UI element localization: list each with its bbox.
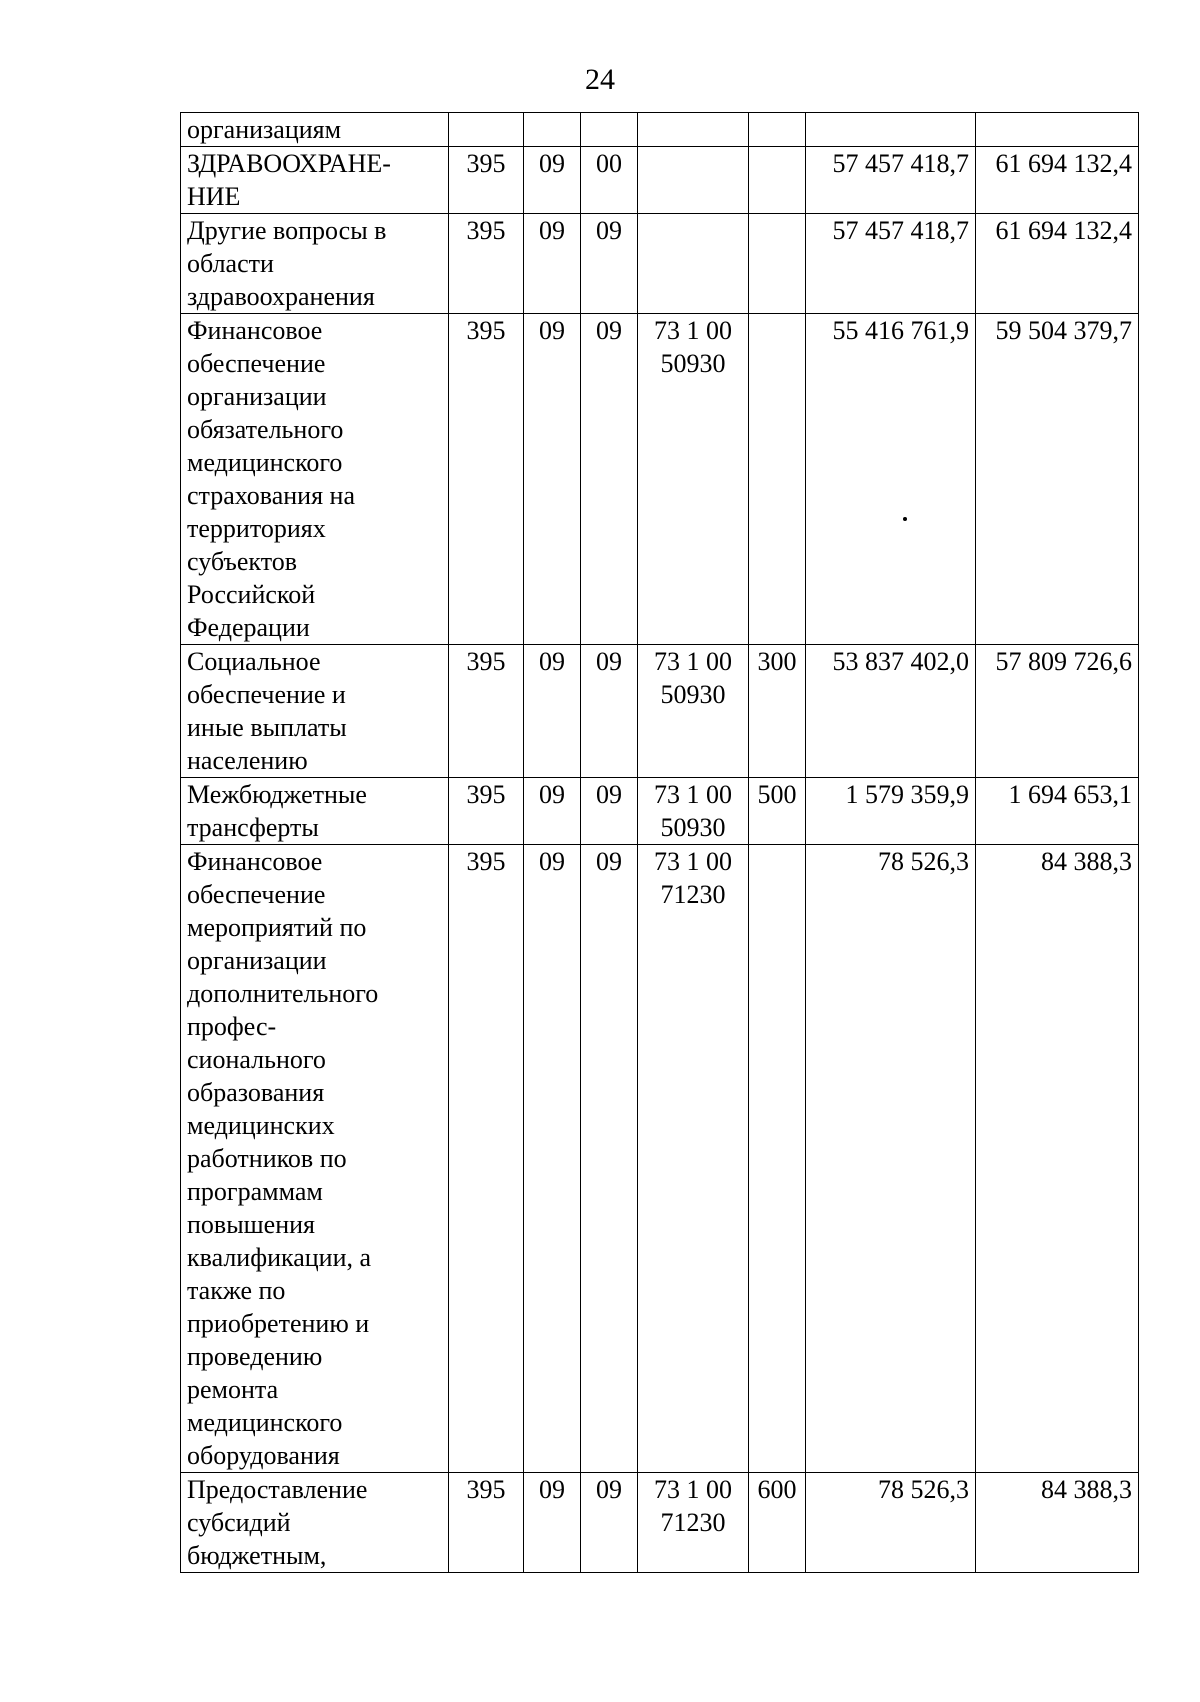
row-name: Другие вопросы в области здравоохранения: [181, 214, 449, 314]
table-row: [181, 778, 1139, 845]
row-vr: [749, 214, 806, 314]
row-vr: 600: [749, 1473, 806, 1573]
row-cs: 73 1 00 71230: [638, 845, 749, 1473]
row-sum1: 55 416 761,9: [806, 314, 976, 645]
row-cs: [638, 214, 749, 314]
scan-speck: [903, 517, 907, 521]
row-sum1: [806, 113, 976, 147]
row-name: Социальное обеспечение и иные выплаты населению: [181, 645, 449, 778]
row-pr: 00: [581, 147, 638, 214]
row-name: ЗДРАВООХРАНЕ- НИЕ: [181, 147, 449, 214]
row-gr: 395: [449, 845, 524, 1473]
table-row: [181, 1473, 1139, 1573]
row-vr: [749, 314, 806, 645]
table-row: [181, 214, 1139, 314]
row-cs: 73 1 00 71230: [638, 1473, 749, 1573]
row-sum1: 57 457 418,7: [806, 214, 976, 314]
row-sum1: 53 837 402,0: [806, 645, 976, 778]
row-sum1: 78 526,3: [806, 1473, 976, 1573]
row-name: организациям: [181, 113, 449, 147]
row-vr: [749, 845, 806, 1473]
row-pr: 09: [581, 1473, 638, 1573]
row-rz: 09: [524, 1473, 581, 1573]
row-rz: 09: [524, 314, 581, 645]
page-number: 24: [585, 63, 615, 96]
row-cs: 73 1 00 50930: [638, 314, 749, 645]
row-rz: 09: [524, 645, 581, 778]
row-rz: 09: [524, 845, 581, 1473]
row-sum1: 78 526,3: [806, 845, 976, 1473]
row-rz: 09: [524, 214, 581, 314]
row-sum1: 57 457 418,7: [806, 147, 976, 214]
row-vr: [749, 147, 806, 214]
row-gr: 395: [449, 645, 524, 778]
row-sum1: 1 579 359,9: [806, 778, 976, 845]
row-gr: [449, 113, 524, 147]
row-sum2: [976, 113, 1139, 147]
row-sum2: 1 694 653,1: [976, 778, 1139, 845]
table-row: [181, 845, 1139, 1473]
row-gr: 395: [449, 778, 524, 845]
row-name: Финансовое обеспечение мероприятий по организации дополнительного профес- сионального образования медицинских работников по программам повышения квалификации, а также по приобретению и проведению ремонта медицинского оборудования: [181, 845, 449, 1473]
row-sum2: 84 388,3: [976, 1473, 1139, 1573]
row-gr: 395: [449, 1473, 524, 1573]
row-gr: 395: [449, 314, 524, 645]
row-name: Межбюджетные трансферты: [181, 778, 449, 845]
row-sum2: 57 809 726,6: [976, 645, 1139, 778]
row-name: Предоставление субсидий бюджетным,: [181, 1473, 449, 1573]
row-cs: [638, 147, 749, 214]
row-vr: 300: [749, 645, 806, 778]
table-row: [181, 147, 1139, 214]
row-pr: [581, 113, 638, 147]
table-row: [181, 645, 1139, 778]
row-vr: 500: [749, 778, 806, 845]
table-row: [181, 314, 1139, 645]
row-gr: 395: [449, 147, 524, 214]
row-sum2: 61 694 132,4: [976, 147, 1139, 214]
row-gr: 395: [449, 214, 524, 314]
table-row: [181, 113, 1139, 147]
row-pr: 09: [581, 845, 638, 1473]
row-pr: 09: [581, 314, 638, 645]
budget-table: [180, 112, 1139, 1573]
row-name: Финансовое обеспечение организации обязательного медицинского страхования на территориях субъектов Российской Федерации: [181, 314, 449, 645]
row-rz: 09: [524, 147, 581, 214]
row-cs: 73 1 00 50930: [638, 645, 749, 778]
row-sum2: 59 504 379,7: [976, 314, 1139, 645]
row-pr: 09: [581, 778, 638, 845]
row-rz: [524, 113, 581, 147]
row-sum2: 61 694 132,4: [976, 214, 1139, 314]
row-pr: 09: [581, 645, 638, 778]
row-cs: [638, 113, 749, 147]
row-cs: 73 1 00 50930: [638, 778, 749, 845]
row-pr: 09: [581, 214, 638, 314]
row-vr: [749, 113, 806, 147]
row-sum2: 84 388,3: [976, 845, 1139, 1473]
row-rz: 09: [524, 778, 581, 845]
